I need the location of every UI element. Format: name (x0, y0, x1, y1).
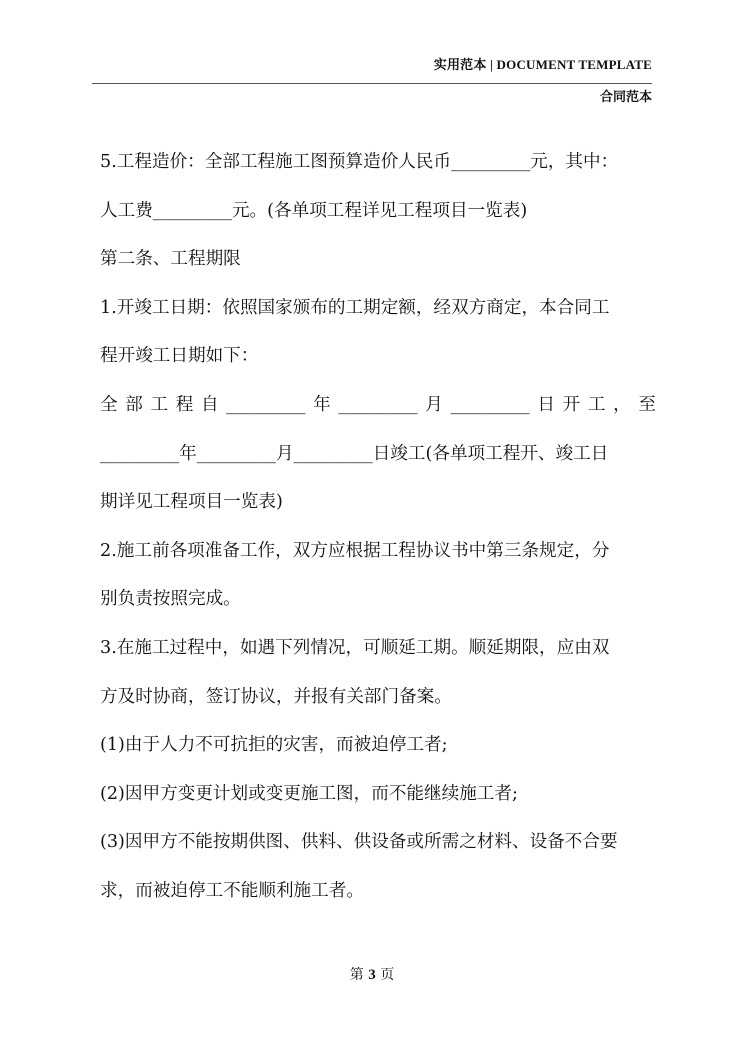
document-body (100, 138, 656, 916)
body-line-15: (3)因甲方不能按期供图、供料、供设备或所需之材料、设备不合要 (100, 832, 618, 853)
body-line-9: 2.施工前各项准备工作，双方应根据工程协议书中第三条规定，分 (100, 540, 610, 561)
header-title: 实用范本 | DOCUMENT TEMPLATE (433, 57, 652, 72)
body-line-11: 3.在施工过程中，如遇下列情况，可顺延工期。顺延期限，应由双 (100, 637, 610, 658)
body-line-6: 全部工程自_________年_________月_________日开工，至 (100, 394, 656, 415)
body-line-10: 别负责按照完成。 (100, 589, 241, 610)
body-line-8: 期详见工程项目一览表) (100, 492, 283, 513)
section-heading: 第二条、工程期限 (100, 249, 241, 270)
body-line-7: _________年_________月_________日竣工(各单项工程开、竣工日 (100, 443, 609, 464)
page-header (92, 50, 652, 106)
page-number: 3 (368, 967, 376, 983)
page-footer (0, 964, 744, 984)
body-line-16: 求，而被迫停工不能顺利施工者。 (100, 880, 364, 901)
page-suffix: 页 (380, 967, 395, 983)
header-subtitle: 合同范本 (599, 89, 652, 104)
body-line-13: (1)由于人力不可抗拒的灾害，而被迫停工者; (100, 735, 448, 756)
body-line-14: (2)因甲方变更计划或变更施工图，而不能继续施工者; (100, 783, 518, 804)
body-line-1: 5.工程造价：全部工程施工图预算造价人民币_________元，其中： (100, 152, 619, 172)
body-line-4: 1.开竣工日期：依照国家颁布的工期定额，经双方商定，本合同工 (100, 297, 610, 318)
body-line-5: 程开竣工日期如下： (100, 346, 259, 367)
body-line-12: 方及时协商，签订协议，并报有关部门备案。 (100, 686, 452, 707)
header-divider (92, 83, 652, 84)
body-line-2: 人工费_________元。(各单项工程详见工程项目一览表) (100, 200, 528, 221)
page-prefix: 第 (349, 967, 364, 983)
